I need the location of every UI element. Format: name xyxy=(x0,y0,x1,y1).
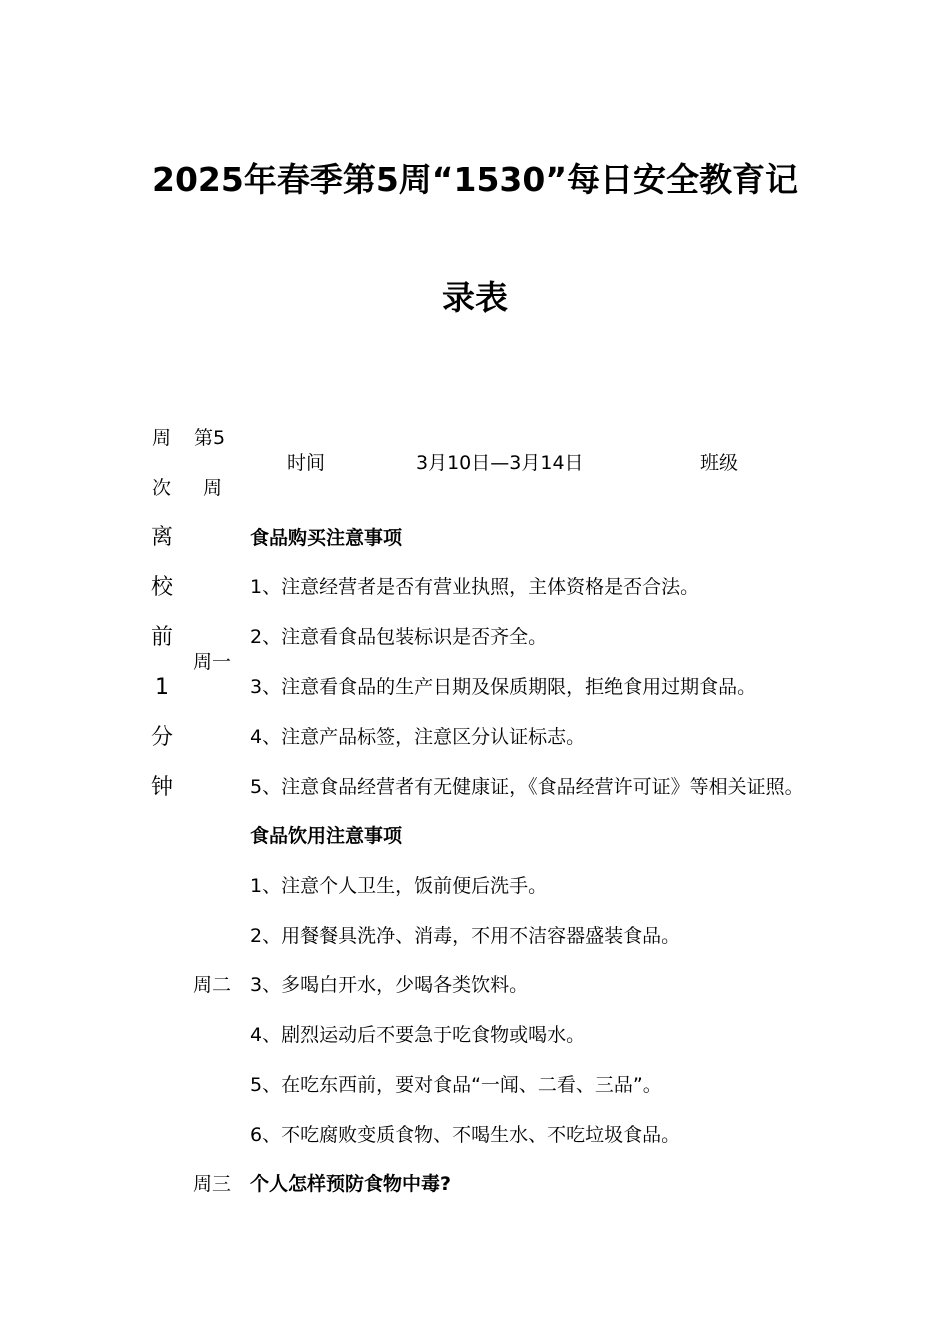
day-label-tuesday: 周二 xyxy=(193,974,232,996)
list-item: 5、注意食品经营者有无健康证，《食品经营许可证》等相关证照。 xyxy=(250,776,804,798)
list-item: 6、不吃腐败变质食物、不喝生水、不吃垃圾食品。 xyxy=(250,1124,681,1146)
list-item: 4、剧烈运动后不要急于吃食物或喝水。 xyxy=(250,1024,586,1046)
time-label: 时间 xyxy=(287,452,326,474)
list-item: 5、在吃东西前，要对食品“一闻、二看、三品”。 xyxy=(250,1074,662,1096)
side-char: 离 xyxy=(150,525,173,550)
time-value: 3月10日—3月14日 xyxy=(416,452,584,474)
list-item: 3、多喝白开水，少喝各类饮料。 xyxy=(250,974,529,996)
day-label-wednesday: 周三 xyxy=(193,1173,232,1195)
side-char: 校 xyxy=(150,575,173,600)
document-title-line-2: 录表 xyxy=(442,278,508,317)
class-label: 班级 xyxy=(700,452,739,474)
week-value-2: 周 xyxy=(203,477,223,499)
document-title-line-1: 2025年春季第5周“1530”每日安全教育记 xyxy=(151,160,799,199)
side-char: 分 xyxy=(150,725,173,750)
list-item: 4、注意产品标签，注意区分认证标志。 xyxy=(250,726,586,748)
list-item: 2、注意看食品包装标识是否齐全。 xyxy=(250,626,548,648)
week-value: 第5 xyxy=(194,427,226,449)
side-label xyxy=(150,523,174,823)
list-item: 2、用餐餐具洗净、消毒，不用不洁容器盛装食品。 xyxy=(250,925,681,947)
day-label-monday: 周一 xyxy=(193,651,232,673)
week-label-2: 次 xyxy=(152,477,172,499)
list-item: 3、注意看食品的生产日期及保质期限，拒绝食用过期食品。 xyxy=(250,676,757,698)
side-char: 1 xyxy=(155,675,169,700)
side-char: 钟 xyxy=(150,775,173,800)
tuesday-heading: 食品饮用注意事项 xyxy=(250,825,403,847)
week-label: 周 xyxy=(152,427,172,449)
list-item: 1、注意个人卫生，饭前便后洗手。 xyxy=(250,875,548,897)
list-item: 1、注意经营者是否有营业执照，主体资格是否合法。 xyxy=(250,576,700,598)
monday-heading: 食品购买注意事项 xyxy=(250,527,403,549)
wednesday-heading: 个人怎样预防食物中毒? xyxy=(250,1173,452,1195)
side-char: 前 xyxy=(150,625,173,650)
